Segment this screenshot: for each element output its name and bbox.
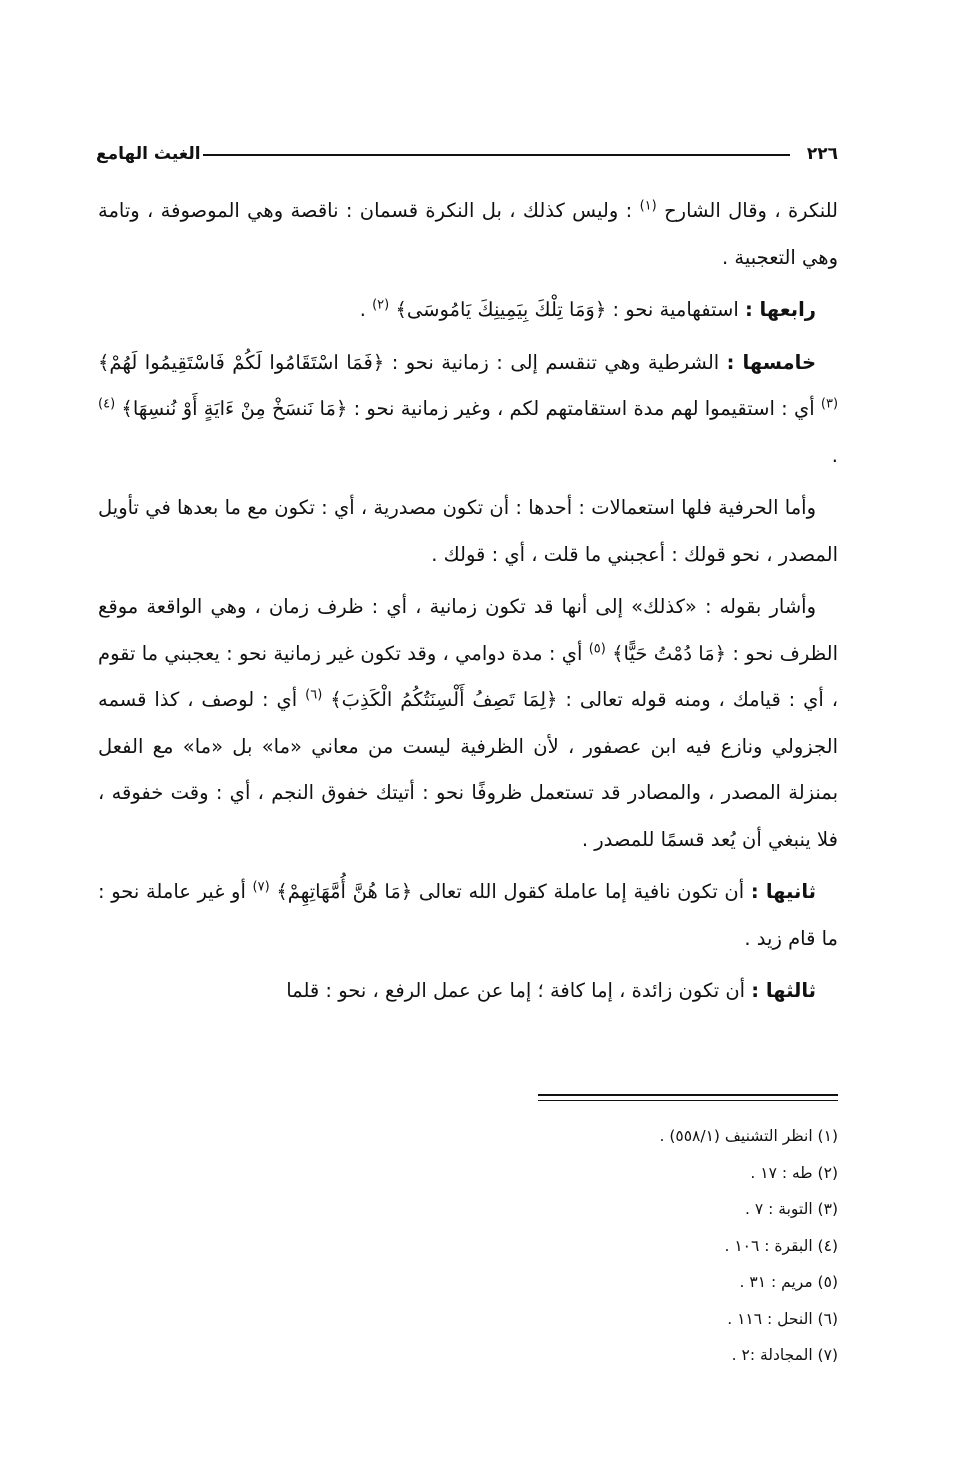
text-segment: وأشار بقوله : «كذلك» إلى أنها قد تكون زمانية ، أي : ظرف زمان ، وهي الواقعة موقع الظرف نحو : <box>98 595 838 665</box>
text-segment: أي : لوصف ، كذا قسمه الجزولي ونازع فيه ابن عصفور ، لأن الظرفية ليست من معاني «ما» بل «ما» مع الفعل بمنزلة المصدر ، والمصادر قد تستعمل ظروفًا نحو : أتيتك خفوق النجم ، أي : وقت خفوقه ، فلا ينبغي أن يُعد قسمًا للمصدر . <box>98 688 838 851</box>
section-lead: رابعها : <box>744 298 816 321</box>
text-segment: أن تكون نافية إما عاملة كقول الله تعالى <box>418 880 745 903</box>
section-lead: ثانيها : <box>750 880 816 903</box>
footnote-7: (٧) المجادلة :٢ . <box>731 1346 838 1364</box>
footnote-4: (٤) البقرة : ١٠٦ . <box>724 1236 838 1255</box>
footnote-ref: (٤) <box>98 396 116 412</box>
page-number: ٢٢٦ <box>806 144 838 164</box>
text-segment: . <box>359 298 366 321</box>
footnote-3: (٣) التوبة : ٧ . <box>745 1200 838 1218</box>
quran-verse: ﴿وَمَا تِلْكَ بِيَمِينِكَ يَامُوسَى﴾ <box>395 298 607 321</box>
header-rule <box>203 154 790 156</box>
paragraph-5 <box>98 584 838 863</box>
text-segment: أو غير عاملة نحو : ما قام زيد . <box>98 880 838 950</box>
paragraph-7 <box>98 968 838 1015</box>
footnote-ref: (٢) <box>372 297 390 313</box>
paragraph-2 <box>98 287 838 334</box>
text-segment: استفهامية نحو : <box>612 298 739 321</box>
footnote-ref: (٧) <box>252 879 270 895</box>
running-head <box>96 140 838 170</box>
text-segment: أي : مدة دوامي ، وقد تكون غير زمانية نحو : يعجبني ما تقوم ، أي : قيامك ، ومنه قوله تعالى : <box>98 641 839 711</box>
paragraph-3 <box>98 340 838 480</box>
footnote-5: (٥) مريم : ٣١ . <box>739 1273 838 1291</box>
text-segment: وأما الحرفية فلها استعمالات : أحدها : أن تكون مصدرية ، أي : تكون مع ما بعدها في تأويل المصدر ، نحو قولك : أعجبني ما قلت ، أي : قولك . <box>98 496 838 566</box>
quran-verse: ﴿مَا دُمْتُ حَيًّا﴾ <box>612 641 727 665</box>
quran-verse: ﴿فَمَا اسْتَقَامُوا لَكُمْ فَاسْتَقِيمُوا لَهُمْ﴾ <box>98 350 385 374</box>
footnote-2: (٢) طه : ١٧ . <box>750 1163 838 1182</box>
quran-verse: ﴿مَا نَنسَخْ مِنْ ءَايَةٍ أَوْ نُنسِهَا﴾ <box>121 397 348 420</box>
footnote-ref: (٦) <box>305 687 323 703</box>
footnote-1: (١) انظر التشنيف (٥٥٨/١) . <box>659 1127 838 1145</box>
quran-verse: ﴿لِمَا تَصِفُ أَلْسِنَتُكُمُ الْكَذِبَ﴾ <box>330 688 558 711</box>
footnote-6: (٦) النحل : ١١٦ . <box>727 1309 838 1328</box>
footnotes <box>338 1118 838 1374</box>
footnote-separator <box>538 1094 838 1101</box>
text-segment: . <box>831 443 838 467</box>
footnote-ref: (٣) <box>820 396 839 412</box>
text-segment: للنكرة ، وقال الشارح <box>664 199 838 222</box>
paragraph-6 <box>98 869 838 962</box>
book-title: الغيث الهامع <box>96 144 201 164</box>
section-lead: ثالثها : <box>751 979 816 1002</box>
text-segment: أي : استقيموا لهم مدة استقامتهم لكم ، وغير زمانية نحو : <box>353 397 815 420</box>
text-segment: الشرطية وهي تنقسم إلى : زمانية نحو : <box>391 350 720 374</box>
text-segment: : وليس كذلك ، بل النكرة قسمان : ناقصة وهي الموصوفة ، وتامة وهي التعجبية . <box>98 199 838 269</box>
text-segment: أن تكون زائدة ، إما كافة ؛ إما عن عمل الرفع ، نحو : قلما <box>286 979 746 1002</box>
paragraph-4 <box>98 485 838 578</box>
main-text <box>98 188 838 1021</box>
paragraph-1 <box>98 188 838 281</box>
section-lead: خامسها : <box>726 350 817 374</box>
footnote-ref: (٥) <box>588 641 606 656</box>
quran-verse: ﴿مَا هُنَّ أُمَّهَاتِهِمْ﴾ <box>276 880 413 903</box>
footnote-ref: (١) <box>639 198 657 214</box>
